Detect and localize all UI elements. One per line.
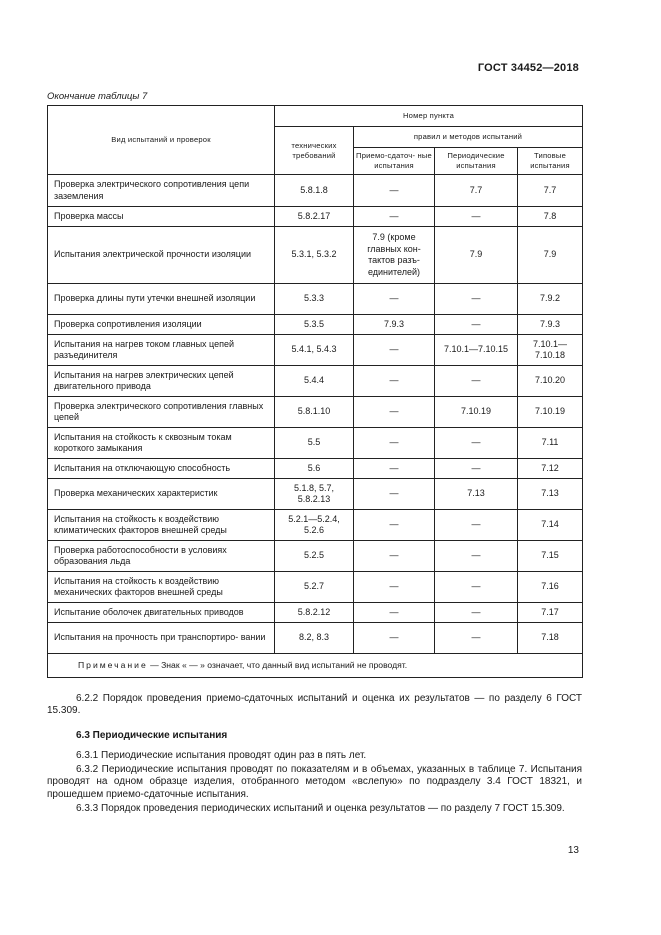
cell-acceptance: — [354,459,435,479]
cell-periodic: — [435,510,518,541]
header-periodic: Периодические испытания [435,148,518,175]
cell-type-test: 7.9 [518,227,583,284]
cell-acceptance: — [354,623,435,654]
cell-acceptance: — [354,335,435,366]
cell-tech-requirement: 5.8.1.8 [275,175,354,207]
cell-tech-requirement: 5.6 [275,459,354,479]
cell-tech-requirement: 5.2.7 [275,572,354,603]
cell-periodic: — [435,623,518,654]
header-tech-requirements: технических требований [275,127,354,175]
cell-periodic: 7.7 [435,175,518,207]
cell-periodic: — [435,459,518,479]
cell-acceptance: — [354,366,435,397]
cell-periodic: — [435,284,518,315]
paragraph-6-2-2: 6.2.2 Порядок проведения приемо-сдаточных испытаний и оценка их результатов — по разделу 6 ГОСТ 15.309. [47,693,582,717]
cell-acceptance: — [354,572,435,603]
cell-test-name: Испытания на стойкость к сквозным токам короткого замыкания [48,428,275,459]
cell-acceptance: — [354,541,435,572]
cell-tech-requirement: 5.2.5 [275,541,354,572]
table-row [48,572,583,603]
cell-type-test: 7.9.3 [518,315,583,335]
cell-type-test: 7.13 [518,479,583,510]
cell-periodic: — [435,315,518,335]
cell-test-name: Проверка электрического сопротивления цепи заземления [48,175,275,207]
cell-test-name: Испытание оболочек двигательных приводов [48,603,275,623]
cell-tech-requirement: 5.8.2.12 [275,603,354,623]
header-item-number: Номер пункта [275,106,583,127]
table-note [48,654,583,678]
cell-tech-requirement: 5.1.8, 5.7, 5.8.2.13 [275,479,354,510]
cell-periodic: — [435,572,518,603]
note-label: Примечание [78,659,148,670]
cell-type-test: 7.18 [518,623,583,654]
table-row [48,366,583,397]
cell-periodic: — [435,603,518,623]
table-row [48,428,583,459]
cell-acceptance: — [354,397,435,428]
table-row [48,623,583,654]
cell-test-name: Испытания на стойкость к воздействию климатических факторов внешней среды [48,510,275,541]
table-row [48,459,583,479]
table-row [48,510,583,541]
cell-periodic: — [435,207,518,227]
table-caption: Окончание таблицы 7 [47,91,148,102]
cell-tech-requirement: 5.4.4 [275,366,354,397]
cell-tech-requirement: 5.8.2.17 [275,207,354,227]
table-row [48,175,583,207]
cell-test-name: Испытания на нагрев электрических цепей двигательного привода [48,366,275,397]
cell-type-test: 7.10.19 [518,397,583,428]
cell-type-test: 7.10.20 [518,366,583,397]
cell-acceptance: — [354,510,435,541]
cell-test-name: Проверка массы [48,207,275,227]
cell-test-name: Проверка механических характеристик [48,479,275,510]
cell-tech-requirement: 5.3.1, 5.3.2 [275,227,354,284]
cell-acceptance: — [354,284,435,315]
cell-test-name: Проверка работоспособности в условиях образования льда [48,541,275,572]
cell-tech-requirement: 8.2, 8.3 [275,623,354,654]
cell-test-name: Испытания на нагрев током главных цепей разъединителя [48,335,275,366]
header-test-type: Вид испытаний и проверок [48,106,275,175]
note-text: — Знак « — » означает, что данный вид испытаний не проводят. [147,659,408,670]
section-heading-6-3: 6.3 Периодические испытания [76,730,228,741]
cell-acceptance: — [354,479,435,510]
cell-tech-requirement: 5.8.1.10 [275,397,354,428]
table-row [48,227,583,284]
header-rules-methods: правил и методов испытаний [354,127,583,148]
cell-test-name: Проверка длины пути утечки внешней изоляции [48,284,275,315]
cell-periodic: — [435,541,518,572]
cell-acceptance: — [354,207,435,227]
cell-type-test: 7.8 [518,207,583,227]
cell-periodic: 7.10.19 [435,397,518,428]
cell-type-test: 7.10.1— 7.10.18 [518,335,583,366]
cell-tech-requirement: 5.2.1—5.2.4, 5.2.6 [275,510,354,541]
cell-test-name: Проверка сопротивления изоляции [48,315,275,335]
paragraph-6-3-1: 6.3.1 Периодические испытания проводят один раз в пять лет. [76,750,367,761]
cell-type-test: 7.15 [518,541,583,572]
table-row [48,479,583,510]
cell-type-test: 7.17 [518,603,583,623]
cell-acceptance: 7.9.3 [354,315,435,335]
table-row [48,397,583,428]
table-row [48,207,583,227]
header-acceptance: Приемо-сдаточ- ные испытания [354,148,435,175]
table-row [48,335,583,366]
page-number: 13 [567,845,579,856]
cell-type-test: 7.14 [518,510,583,541]
cell-test-name: Испытания на отключающую способность [48,459,275,479]
document-code: ГОСТ 34452—2018 [477,62,579,74]
cell-test-name: Испытания на стойкость к воздействию механических факторов внешней среды [48,572,275,603]
cell-test-name: Проверка электрического сопротивления главных цепей [48,397,275,428]
cell-type-test: 7.9.2 [518,284,583,315]
table-row [48,315,583,335]
table-row [48,603,583,623]
cell-acceptance: — [354,428,435,459]
cell-type-test: 7.12 [518,459,583,479]
cell-periodic: 7.13 [435,479,518,510]
cell-type-test: 7.11 [518,428,583,459]
test-table [47,105,583,678]
header-type-tests: Типовые испытания [518,148,583,175]
cell-tech-requirement: 5.3.3 [275,284,354,315]
paragraph-6-3-2: 6.3.2 Периодические испытания проводят по показателям и в объемах, указанных в таблице 7. Испытания проводят на одном образце изделия, отобранного методом «вслепую» по подразделу 3.4 ГОСТ 18321, и прошедшем приемо-сдаточные испытания. [47,764,582,800]
cell-periodic: 7.9 [435,227,518,284]
cell-test-name: Испытания электрической прочности изоляции [48,227,275,284]
cell-acceptance: 7.9 (кроме главных кон- тактов разъ- единителей) [354,227,435,284]
cell-periodic: — [435,428,518,459]
cell-tech-requirement: 5.4.1, 5.4.3 [275,335,354,366]
cell-tech-requirement: 5.5 [275,428,354,459]
cell-test-name: Испытания на прочность при транспортиро- вании [48,623,275,654]
cell-type-test: 7.7 [518,175,583,207]
cell-acceptance: — [354,175,435,207]
table-row [48,284,583,315]
cell-type-test: 7.16 [518,572,583,603]
cell-periodic: — [435,366,518,397]
cell-tech-requirement: 5.3.5 [275,315,354,335]
paragraph-6-3-3: 6.3.3 Порядок проведения периодических испытаний и оценка результатов — по разделу 7 ГОСТ 15.309. [76,803,565,814]
cell-periodic: 7.10.1—7.10.15 [435,335,518,366]
cell-acceptance: — [354,603,435,623]
table-row [48,541,583,572]
